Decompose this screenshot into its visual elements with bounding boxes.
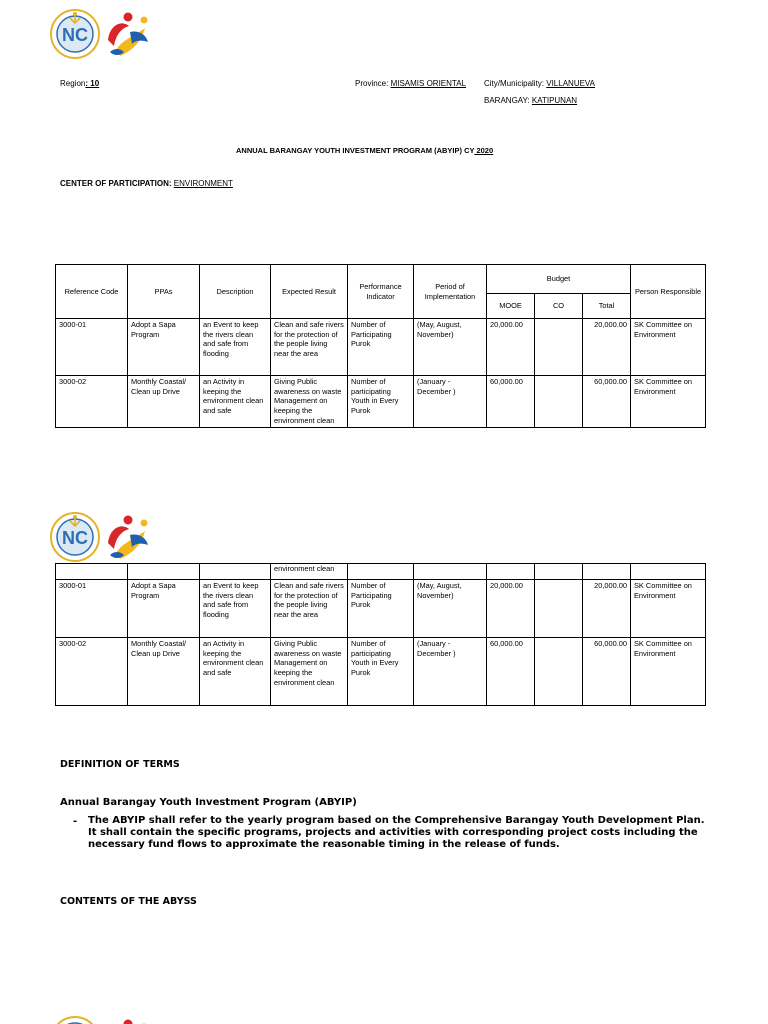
document-title [236, 146, 493, 155]
cell-co [535, 580, 583, 638]
cell-ref: 3000-02 [56, 638, 128, 706]
barangay-label: BARANGAY: [484, 96, 532, 105]
cell-total: 60,000.00 [583, 376, 631, 428]
abyip-table-continued [55, 563, 706, 706]
definition-heading: DEFINITION OF TERMS [60, 759, 180, 770]
title-text: ANNUAL BARANGAY YOUTH INVESTMENT PROGRAM (ABYIP) CY [236, 146, 475, 155]
city-value: VILLANUEVA [546, 79, 596, 88]
province-field [355, 79, 466, 88]
cell-indicator: Number of Participating Purok [348, 580, 414, 638]
cell-total: 20,000.00 [583, 319, 631, 376]
header-co: CO [535, 294, 583, 319]
svg-text:NC: NC [62, 25, 88, 45]
cell-person: SK Committee on Environment [631, 580, 706, 638]
cell-expected: Clean and safe rivers for the protection of the people living near the area [271, 319, 348, 376]
cell-person: SK Committee on Environment [631, 638, 706, 706]
center-value: ENVIRONMENT [173, 179, 233, 188]
cell-period: (May, August, November) [414, 319, 487, 376]
table-row [56, 638, 706, 706]
sk-logo-icon [108, 13, 148, 57]
header-period: Period of Implementation [414, 265, 487, 319]
cell-description: an Activity in keeping the environment clean and safe [200, 638, 271, 706]
cell-co [535, 638, 583, 706]
title-year: 2020 [474, 146, 494, 155]
cell-mooe: 20,000.00 [487, 580, 535, 638]
cell-description: an Event to keep the rivers clean and safe from flooding [200, 580, 271, 638]
cell-description: an Activity in keeping the environment clean and safe [200, 376, 271, 428]
cell-mooe: 60,000.00 [487, 376, 535, 428]
table-row [56, 580, 706, 638]
cell-expected: Clean and safe rivers for the protection of the people living near the area [271, 580, 348, 638]
cell-total: 60,000.00 [583, 638, 631, 706]
cell-ref: 3000-02 [56, 376, 128, 428]
header-reference-code: Reference Code [56, 265, 128, 319]
page2-logos [50, 509, 154, 565]
cell-ref: 3000-01 [56, 580, 128, 638]
header-performance-indicator: Performance Indicator [348, 265, 414, 319]
definition-term: Annual Barangay Youth Investment Program (ABYIP) [60, 797, 357, 808]
nyc-seal-icon [50, 509, 154, 565]
header-total: Total [583, 294, 631, 319]
region-value: : 10 [85, 79, 100, 88]
province-value: MISAMIS ORIENTAL [390, 79, 466, 88]
cell-mooe: 60,000.00 [487, 638, 535, 706]
table-row [56, 376, 706, 428]
cell-period: (January - December ) [414, 638, 487, 706]
contents-heading: CONTENTS OF THE ABYSS [60, 896, 197, 907]
center-label: CENTER OF PARTICIPATION: [60, 179, 174, 188]
definition-text: The ABYIP shall refer to the yearly program based on the Comprehensive Barangay Youth Development Plan. It shall contain the specific programs, projects and activities with corresponding project costs including the necessary fund flows to approximate the reasonable timing in the release of funds. [88, 815, 705, 850]
cell-indicator: Number of participating Youth in Every Purok [348, 638, 414, 706]
cell-total: 20,000.00 [583, 580, 631, 638]
header-expected-result: Expected Result [271, 265, 348, 319]
cell-ppas: Monthly Coastal/ Clean up Drive [128, 376, 200, 428]
nyc-seal-icon [50, 6, 154, 62]
cell-mooe: 20,000.00 [487, 319, 535, 376]
header-description: Description [200, 265, 271, 319]
province-label: Province: [355, 79, 391, 88]
cell-person: SK Committee on Environment [631, 376, 706, 428]
cell-person: SK Committee on Environment [631, 319, 706, 376]
header-budget: Budget [487, 265, 631, 294]
header-logos [50, 6, 154, 62]
definition-bullet: - [73, 816, 78, 827]
region-field [60, 79, 99, 88]
cell-description: an Event to keep the rivers clean and safe from flooding [200, 319, 271, 376]
center-of-participation [60, 179, 233, 188]
cell-ppas: Adopt a Sapa Program [128, 319, 200, 376]
city-field [484, 79, 595, 88]
cell-expected: Giving Public awareness on waste Management on keeping the environment clean [271, 638, 348, 706]
cell-period: (May, August, November) [414, 580, 487, 638]
table-header-row [56, 265, 706, 294]
cell-ppas: Monthly Coastal/ Clean up Drive [128, 638, 200, 706]
header-mooe: MOOE [487, 294, 535, 319]
header-ppas: PPAs [128, 265, 200, 319]
cell-period: (January - December ) [414, 376, 487, 428]
cell-co [535, 376, 583, 428]
barangay-field [484, 96, 577, 105]
cell-expected [271, 376, 348, 428]
region-label: Region [60, 79, 86, 88]
cell-ref: 3000-01 [56, 319, 128, 376]
svg-text:NC: NC [62, 528, 88, 548]
cell-indicator: Number of participating Youth in Every Purok [348, 376, 414, 428]
page3-logos [50, 1013, 154, 1024]
nyc-seal-icon [50, 1013, 154, 1024]
city-label: City/Municipality: [484, 79, 547, 88]
cell-ppas: Adopt a Sapa Program [128, 580, 200, 638]
cell-continued-fragment: environment clean [271, 564, 348, 580]
cell-expected-text: Giving Public awareness on waste Management on keeping the environment clean [274, 377, 342, 425]
table-row [56, 319, 706, 376]
table-continued-row [56, 564, 706, 580]
barangay-value: KATIPUNAN [531, 96, 578, 105]
cell-co [535, 319, 583, 376]
header-person-responsible: Person Responsible [631, 265, 706, 319]
sk-logo-icon [108, 516, 148, 560]
cell-indicator: Number of Participating Purok [348, 319, 414, 376]
abyip-table [55, 264, 706, 428]
sk-logo-icon [108, 1020, 148, 1024]
